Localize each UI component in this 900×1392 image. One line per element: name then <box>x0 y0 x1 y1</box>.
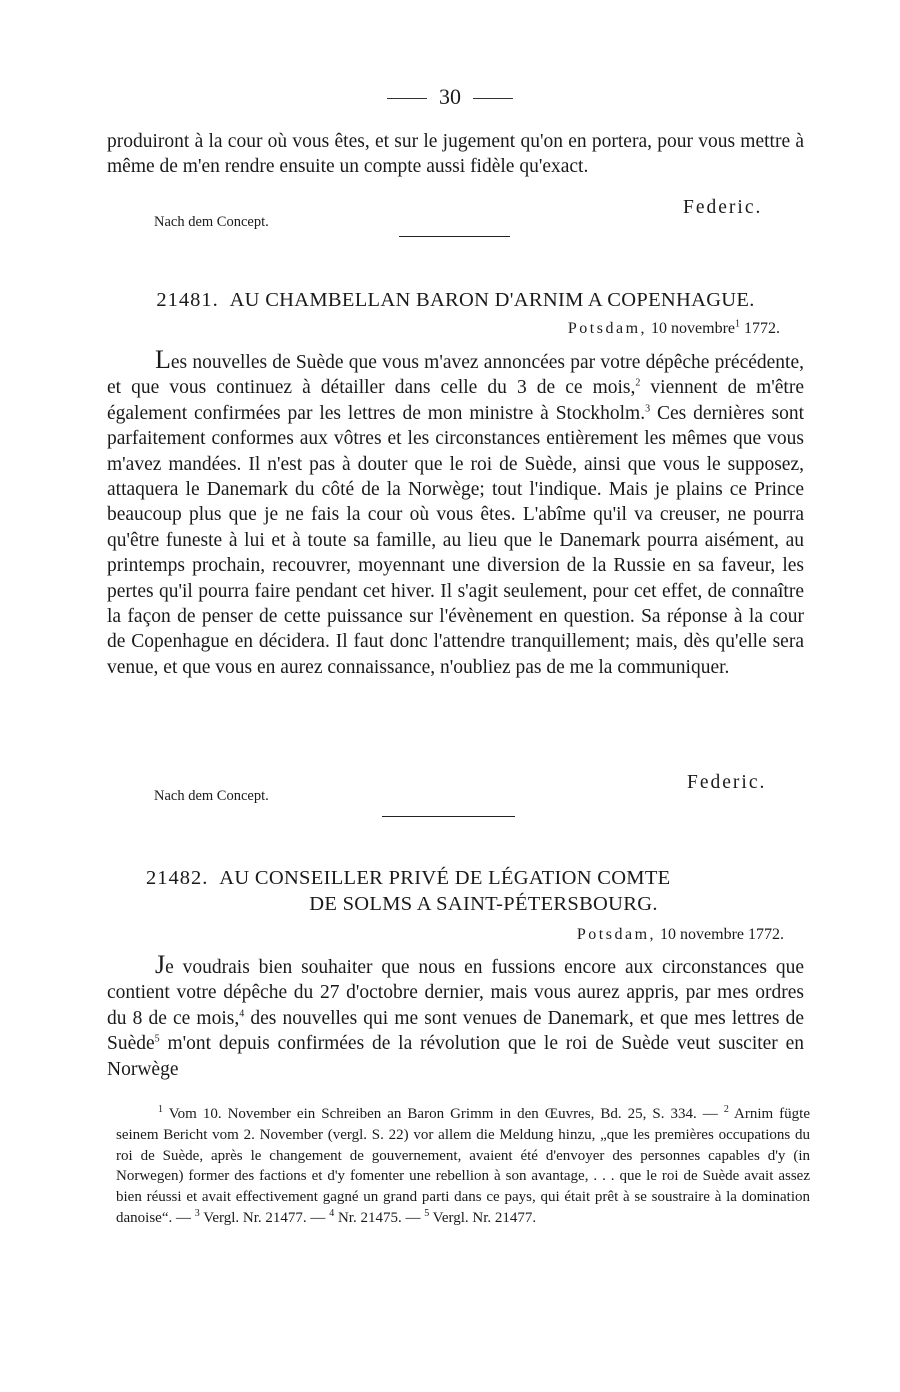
footnote-marker: 3 <box>194 1207 200 1219</box>
letter-date: 10 novembre 1772. <box>660 926 784 943</box>
page-number: 30 <box>439 84 461 109</box>
letter-place: Potsdam, <box>567 320 648 337</box>
footnote-text: Arnim fügte seinem Bericht vom 2. November (vergl. S. 22) vor allem die Meldung hinzu, „que les premières occupations du roi de Suède, après le changement de gouvernement, avaient été d'envoyer des personnes capables d'y (in Norwegen) former des factions et d'y fomenter une rebellion à son avantage, . . . que le roi de Suède avait assez bien réussi et avait effectivement gagné un grand parti dans ce pays, qui était prêt à se soustraire à la domination danoise“. — <box>116 1106 810 1226</box>
page-number-line <box>0 84 900 110</box>
letter-dateline <box>577 926 784 944</box>
letter-title: AU CONSEILLER PRIVÉ DE LÉGATION COMTE <box>219 867 671 889</box>
footnote-ref: 2 <box>635 377 641 389</box>
left-dash <box>387 98 427 99</box>
letter-heading <box>146 867 670 890</box>
letter-dateline <box>568 320 780 338</box>
section-divider <box>382 816 515 817</box>
footnote-ref: 3 <box>645 403 651 415</box>
footnote-ref: 4 <box>239 1008 245 1020</box>
footnote-marker: 2 <box>723 1104 729 1115</box>
initial-letter: J <box>155 950 166 979</box>
letter-title: AU CHAMBELLAN BARON D'ARNIM A COPENHAGUE. <box>229 289 755 311</box>
source-note: Nach dem Concept. <box>154 214 269 230</box>
letter-body <box>107 345 804 680</box>
right-dash <box>473 98 513 99</box>
letter-text-part: Ces dernières sont parfaitement conformes aux vôtres et les circonstances entièrement les mêmes que vous m'avez mandées. Il n'est pas à douter que le roi de Suède, ainsi que vous le supposez, attaquera le Danemark du côté de la Norwège; tout l'indique. Mais je plains ce Prince beaucoup plus que je ne fais la cour où vous êtes. L'abîme qu'il va creuser, ne pourra qu'être funeste à lui et à toute sa famille, au lieu que le Danemark pourra aisément, au printemps prochain, recouvrer, moyennant une diversion de la Russie en sa faveur, les pertes qu'il pourra faire pendant cet hiver. Il s'agit seulement, pour cet effet, de connaître la façon de penser de cette puissance sur l'évènement en question. Sa réponse à la cour de Copenhague en décidera. Il faut donc l'attendre tranquillement; mais, dès qu'elle sera venue, et que vous en aurez connaissance, n'oubliez pas de me la communiquer. <box>107 402 804 678</box>
letter-text-part: es nouvelles de Suède que vous m'avez annoncées par votre dépêche précédente, et que vous continuez à détailler dans celle du 3 de ce mois, <box>107 352 804 399</box>
continued-paragraph: produiront à la cour où vous êtes, et sur le jugement qu'on en portera, pour vous mettre à même de m'en rendre ensuite un compte aussi fidèle qu'exact. <box>107 131 804 178</box>
footnote-marker: 5 <box>424 1207 430 1219</box>
letter-text-part: des nouvelles qui me sont venues de Danemark, et que mes lettres de Suède <box>107 1007 804 1055</box>
letter-body <box>107 950 804 1082</box>
footnote-marker: 4 <box>329 1207 335 1219</box>
footnote-text: Vom 10. November ein Schreiben an Baron Grimm in den Œuvres, Bd. 25, S. 334. — <box>163 1106 724 1122</box>
letter-date-year: 1772. <box>744 320 780 337</box>
initial-letter: L <box>155 345 171 374</box>
letter-heading <box>107 289 804 312</box>
footnote-marker: 1 <box>158 1104 163 1115</box>
letter-text-part: viennent de m'être également confirmées par les lettres de mon ministre à Stockholm. <box>107 377 804 424</box>
footnote-text: Nr. 21475. — <box>334 1209 425 1226</box>
signature: Federic. <box>687 772 767 793</box>
section-divider <box>399 236 510 237</box>
letter-number: 21481. <box>156 289 219 311</box>
letter-date-day: 10 novembre <box>651 320 735 337</box>
footnote-ref: 1 <box>735 318 740 330</box>
letter-place: Potsdam, <box>576 926 657 943</box>
footnote-text: Vergl. Nr. 21477. <box>429 1209 537 1226</box>
letter-number: 21482. <box>146 867 209 889</box>
letter-text-part: m'ont depuis confirmées de la révolution que le roi de Suède veut susciter en Norwège <box>107 1033 804 1080</box>
signature: Federic. <box>683 197 763 218</box>
footnote-ref: 5 <box>154 1033 160 1045</box>
letter-title-line2: DE SOLMS A SAINT-PÉTERSBOURG. <box>309 893 658 915</box>
footnote-text: Vergl. Nr. 21477. — <box>199 1209 330 1226</box>
letter-text-part: e voudrais bien souhaiter que nous en fussions encore aux circonstances que contient votre dépêche du 27 d'octobre dernier, mais vous aurez appris, par mes ordres du 8 de ce mois, <box>107 957 804 1029</box>
source-note: Nach dem Concept. <box>154 788 269 804</box>
footnotes <box>116 1104 810 1229</box>
